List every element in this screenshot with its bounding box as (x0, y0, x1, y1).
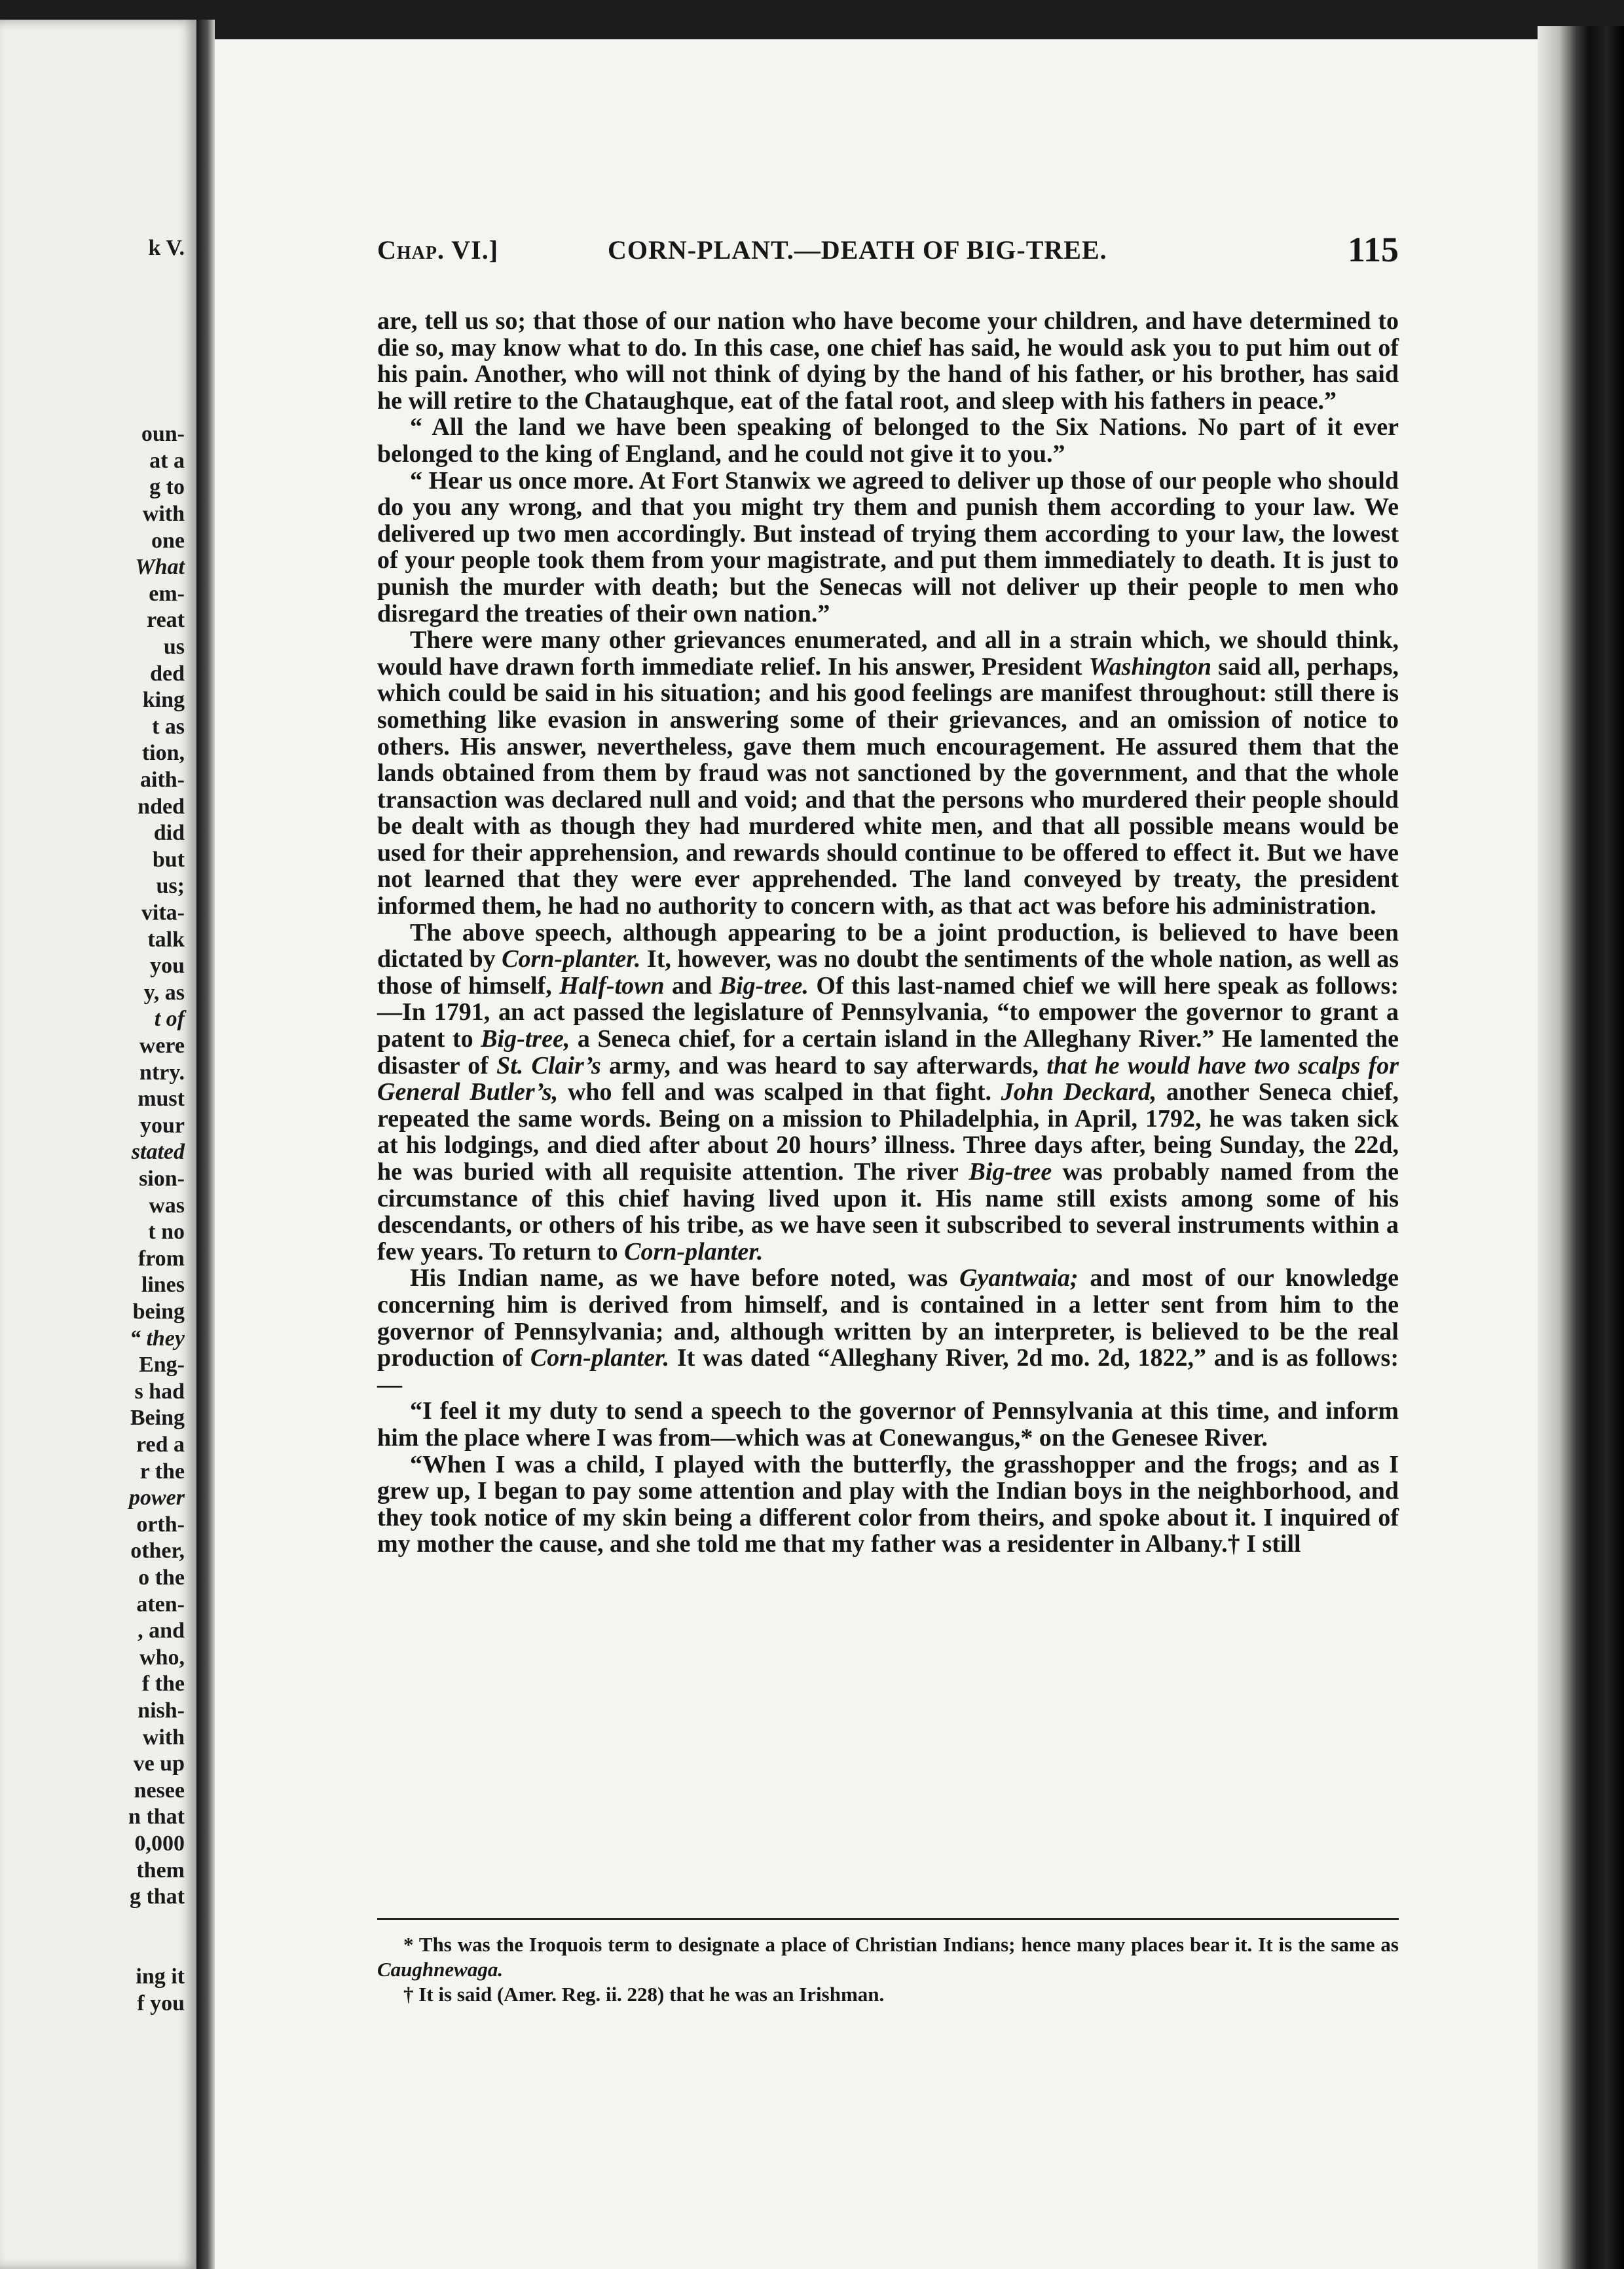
facing-page-line-fragment: red a (136, 1433, 185, 1457)
facing-page-line-fragment: g to (149, 475, 185, 500)
page-edge-shadow (1538, 26, 1624, 2269)
italic-text: Washington (1088, 652, 1211, 681)
text-run: It, however, was no doubt the sentiments of the whole nation, as well as those of himself, (377, 945, 1399, 1000)
paragraph (377, 468, 1399, 628)
italic-text: Corn-planter. (530, 1344, 670, 1372)
facing-page-line-fragment: t of (154, 1007, 185, 1032)
facing-page-line-fragment: orth- (136, 1512, 185, 1537)
italic-text: Big-tree. (719, 971, 809, 1000)
facing-page-line-fragment: power (129, 1486, 185, 1510)
running-title: CORN-PLANT.—DEATH OF BIG-TREE. (608, 235, 1107, 265)
text-run: and (664, 971, 720, 1000)
footnotes (377, 1932, 1399, 2007)
text-run: Of this last-named chief we will here speak as follows:—In 1791, an act passed the legislature of Pennsylvania, “to empower the governor to grant a patent to (377, 971, 1399, 1053)
footnote-rule (377, 1918, 1399, 1920)
italic-text: St. Clair’s (496, 1051, 601, 1079)
facing-page-line-fragment: sion- (139, 1167, 185, 1191)
page (215, 39, 1538, 2269)
text-run: It was dated “Alleghany River, 2d mo. 2d, 1822,” and is as follows:— (377, 1344, 1399, 1398)
facing-page-line-fragment: “ they (129, 1326, 185, 1351)
facing-page-line-fragment: Being (130, 1406, 185, 1431)
paragraph (377, 1452, 1399, 1558)
facing-page-line-fragment: were (139, 1034, 185, 1058)
text-run: are, tell us so; that those of our nation who have become your children, and have determined to die so, may know what to do. In this case, one chief has said, he would ask you to put him out of his pain. Another, who will not think of dying by the hand of his father, or his brother, has said he will retire to the Chataughque, eat of the fatal root, and sleep with his fathers in peace.” (377, 307, 1399, 415)
facing-page-line-fragment: lines (141, 1273, 185, 1298)
facing-page-line-fragment: ded (150, 661, 185, 686)
text-run: another Seneca chief, repeated the same words. Being on a mission to Philadelphia, in April, 1792, he was taken sick at his lodgings, and died after about 20 hours’ illness. Three days after, being Sunday, the 22d, he was buried with all requisite attention. The river (377, 1078, 1399, 1186)
footnote (377, 1932, 1399, 1982)
text-run: “When I was a child, I played with the butterfly, the grasshopper and the frogs; and as I grew up, I began to pay some attention and play with the Indian boys in the neighborhood, and they took notice of my skin being a different color from theirs, and spoke about it. I inquired of my mother the cause, and she told me that my father was a residenter in Albany.† I still (377, 1450, 1399, 1558)
paragraph (377, 627, 1399, 920)
facing-page-line-fragment: aten- (136, 1592, 185, 1617)
facing-page-line-fragment: from (138, 1246, 185, 1271)
facing-page-line-fragment: g that (129, 1885, 185, 1909)
facing-page-line-fragment: at a (149, 448, 185, 473)
facing-page-line-fragment: ntry. (139, 1060, 185, 1085)
text-run: The above speech, although appearing to be a joint production, is believed to have been dictated by (377, 918, 1399, 973)
text-run: who fell and was scalped in that fight. (558, 1078, 1001, 1106)
text-run: * Ths was the Iroquois term to designate a place of Christian Indians; hence many places bear it. It is the same as (403, 1933, 1399, 1956)
facing-page-line-fragment: nish- (138, 1698, 185, 1723)
facing-page-line-fragment: t as (151, 714, 185, 739)
facing-page-line-fragment: must (138, 1087, 185, 1112)
text-run: said all, perhaps, which could be said in his situation; and his good feelings are manifest throughout: still there is something like evasion in answering some of their grievances, and an omission of notice to others. His answer, nevertheless, gave them much encouragement. He assured them that the lands obtained from them by fraud was not sanctioned by the government, and that the whole transaction was declared null and void; and that the persons who murdered their people should be dealt with as though they had murdered white men, and that all possible means would be used for their apprehension, and rewards should continue to be offered to effect it. But we have not learned that they were ever apprehended. The land conveyed by treaty, the president informed them, he had no authority to concern with, as that act was before his administration. (377, 652, 1399, 920)
facing-page-line-fragment: other, (130, 1539, 185, 1564)
running-header (215, 229, 1538, 275)
italic-text: Corn-planter. (502, 945, 641, 973)
facing-page-line-fragment: you (150, 954, 185, 979)
facing-page-line-fragment: them (136, 1858, 185, 1883)
facing-page-line-fragment: nded (138, 794, 185, 819)
facing-page-line-fragment: f you (137, 1991, 185, 2016)
italic-text: Gyantwaia; (959, 1264, 1079, 1292)
facing-page-line-fragment: us (163, 635, 185, 659)
facing-page-line-fragment: , and (138, 1619, 185, 1643)
text-run: “I feel it my duty to send a speech to the governor of Pennsylvania at this time, and inform him the place where I was from—which was at Conewangus,* on the Genesee River. (377, 1397, 1399, 1452)
italic-text: John Deckard, (1001, 1078, 1157, 1106)
italic-text: Big-tree, (481, 1025, 570, 1053)
italic-text: Half-town (559, 971, 665, 1000)
facing-page-line-fragment: vita- (141, 901, 185, 925)
text-run: was probably named from the circumstance of this chief having lived upon it. His name still exists among some of his descendants, or others of his tribe, as we have seen it subscribed to several instruments within a few years. To return to (377, 1158, 1399, 1266)
facing-page-line-fragment: f the (141, 1672, 185, 1697)
italic-text: Big-tree (969, 1158, 1052, 1186)
facing-page-line-fragment: ve up (133, 1752, 185, 1776)
paragraph (377, 414, 1399, 467)
facing-page-line-fragment: stated (131, 1140, 185, 1165)
facing-page-line-fragment: with (142, 502, 185, 526)
paragraph (377, 1265, 1399, 1398)
paragraph (377, 1398, 1399, 1451)
facing-page-line-fragment: 0,000 (134, 1831, 185, 1856)
facing-page-line-fragment: who, (139, 1645, 185, 1670)
facing-page-left (0, 20, 196, 2269)
facing-page-line-fragment: did (153, 821, 185, 846)
facing-page-line-fragment: being (132, 1300, 185, 1324)
text-run: and most of our knowledge concerning him is derived from himself, and is contained in a letter sent from him to the governor of Pennsylvania; and, although written by an interpreter, is believed to be the real production of (377, 1264, 1399, 1372)
facing-page-line-fragment: talk (147, 927, 185, 952)
facing-page-line-fragment: reat (147, 608, 185, 633)
facing-page-line-fragment: t no (148, 1220, 185, 1245)
facing-page-line-fragment: ing it (136, 1964, 185, 1989)
paragraph (377, 308, 1399, 414)
text-run: “ All the land we have been speaking of belonged to the Six Nations. No part of it ever belonged to the king of England, and he could not give it to you.” (377, 413, 1399, 468)
facing-page-line-fragment: us; (156, 874, 185, 899)
facing-page-line-fragment: y, as (143, 980, 185, 1005)
facing-page-line-fragment: one (151, 528, 185, 553)
facing-page-line-fragment: your (140, 1113, 185, 1138)
facing-page-line-fragment: king (142, 688, 185, 713)
facing-page-line-fragment: was (149, 1193, 185, 1218)
italic-text: Caughnewaga. (377, 1958, 504, 1981)
text-run: “ Hear us once more. At Fort Stanwix we agreed to deliver up those of our people who should do you any wrong, and that you might try them and punish them according to your law. We delivered up two men accordingly. But instead of trying them according to your law, the lowest of your people took them from your magistrate, and put them immediately to death. It is just to punish the murder with death; but the Senecas will not deliver up their people to men who disregard the treaties of their own nation.” (377, 466, 1399, 628)
book-gutter (196, 20, 215, 2269)
italic-text: that he would have two scalps for General Butler’s, (377, 1051, 1399, 1106)
text-run: † It is said (Amer. Reg. ii. 228) that he was an Irishman. (403, 1983, 885, 2006)
text-run: army, and was heard to say afterwards, (600, 1051, 1047, 1079)
facing-page-line-fragment: o the (138, 1566, 185, 1590)
footnote (377, 1982, 1399, 2007)
facing-page-line-fragment: k V. (148, 236, 185, 260)
page-number: 115 (1347, 230, 1399, 269)
facing-page-line-fragment: but (152, 847, 185, 872)
facing-page-line-fragment: em- (149, 581, 185, 606)
facing-page-line-fragment: r the (139, 1459, 185, 1484)
facing-page-line-fragment: Eng- (139, 1353, 185, 1378)
facing-page-line-fragment: s had (134, 1379, 185, 1404)
facing-page-line-fragment: with (142, 1725, 185, 1750)
text-run: a Seneca chief, for a certain island in the Alleghany River.” He lamented the disaster of (377, 1025, 1399, 1079)
text-run: His Indian name, as we have before noted, was (410, 1264, 960, 1292)
italic-text: Corn-planter. (624, 1237, 764, 1266)
facing-page-line-fragment: aith- (140, 768, 185, 792)
body-text (377, 308, 1399, 1558)
facing-page-line-fragment: oun- (141, 422, 185, 447)
chapter-label: Chap. VI.] (377, 235, 499, 265)
facing-page-line-fragment: tion, (141, 741, 185, 766)
facing-page-line-fragment: nesee (134, 1778, 185, 1803)
text-run: There were many other grievances enumerated, and all in a strain which, we should think, would have drawn forth immediate relief. In his answer, President (377, 626, 1399, 681)
facing-page-line-fragment: n that (128, 1805, 185, 1829)
facing-page-line-fragment: What (135, 555, 185, 580)
paragraph (377, 920, 1399, 1266)
